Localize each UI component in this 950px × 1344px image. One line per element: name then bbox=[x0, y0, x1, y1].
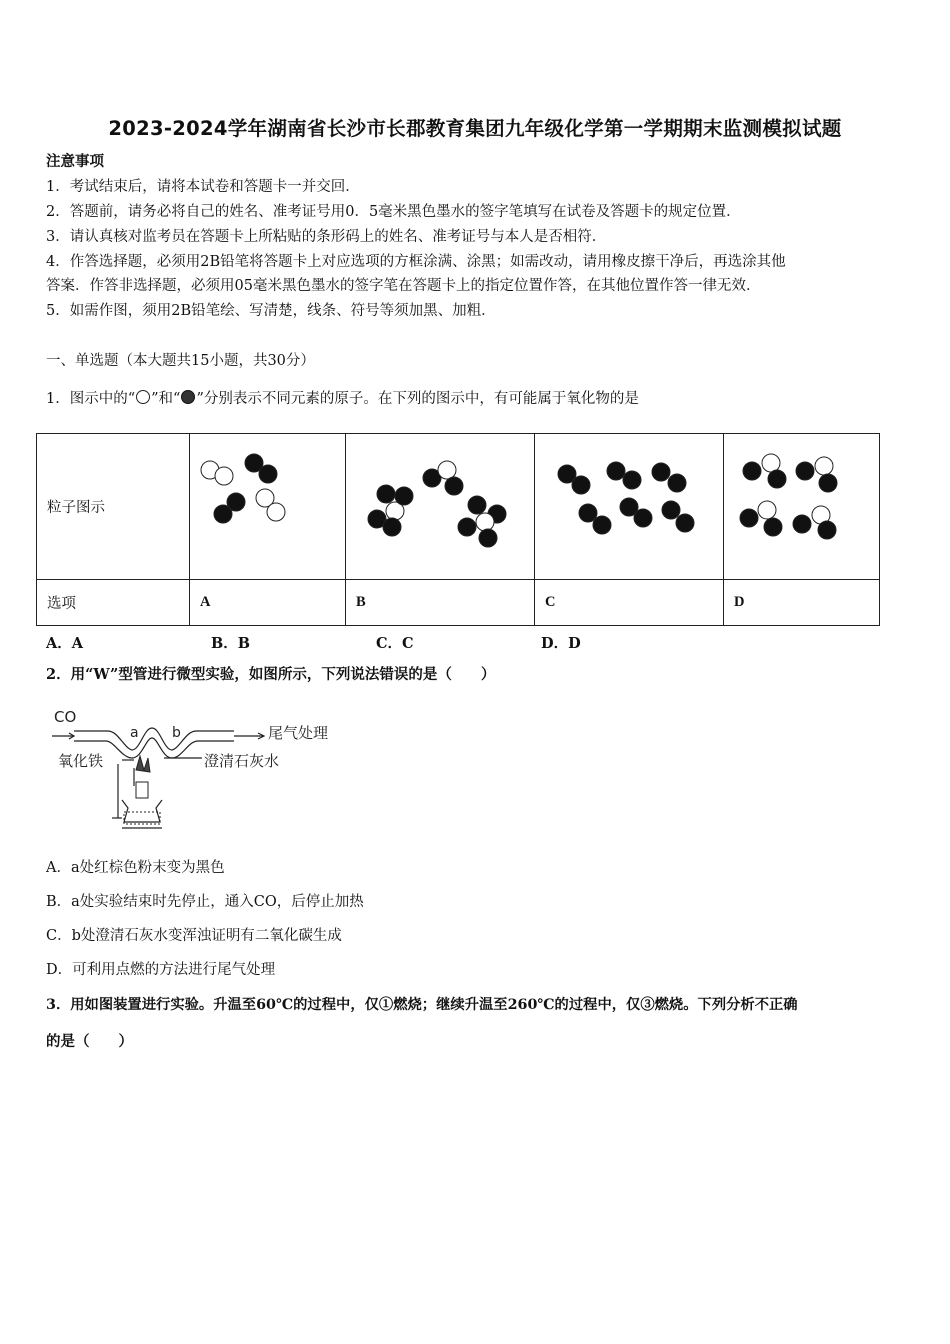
question-3-stem-line1: 3．用如图装置进行实验。升温至60℃的过程中，仅①燃烧；继续升温至260℃的过程中，仅③燃烧。下列分析不正确 bbox=[46, 997, 798, 1013]
notice-item: 1．考试结束后，请将本试卷和答题卡一并交回． bbox=[46, 179, 360, 195]
row-label-particles: 粒子图示 bbox=[37, 434, 190, 580]
molecule-diagram-c bbox=[535, 434, 723, 579]
particle-table bbox=[36, 433, 880, 626]
question-1-stem bbox=[46, 389, 639, 409]
label-tail-gas: 尾气处理 bbox=[268, 724, 329, 742]
notice-item: 2．答题前，请务必将自己的姓名、准考证号用0．5毫米黑色墨水的签字笔填写在试卷及答题卡的规定位置． bbox=[46, 204, 741, 220]
particle-diagram-c bbox=[535, 434, 724, 580]
answer-option-c[interactable]: C．C bbox=[376, 635, 414, 652]
option-cell-a: A bbox=[190, 580, 346, 626]
white-atom-icon bbox=[135, 390, 151, 406]
label-limewater: 澄清石灰水 bbox=[204, 752, 280, 770]
notice-item: 3．请认真核对监考员在答题卡上所粘贴的条形码上的姓名、准考证号与本人是否相符． bbox=[46, 229, 607, 245]
molecule-diagram-a bbox=[190, 434, 345, 579]
q1-mid: ”和“ bbox=[151, 391, 181, 407]
q2-choice-d[interactable]: D．可利用点燃的方法进行尾气处理 bbox=[46, 962, 276, 978]
particle-diagram-a bbox=[190, 434, 346, 580]
q2-choice-b[interactable]: B．a处实验结束时先停止，通入CO，后停止加热 bbox=[46, 894, 364, 910]
w-tube-apparatus-diagram bbox=[52, 708, 352, 836]
q2-choice-c[interactable]: C．b处澄清石灰水变浑浊证明有二氧化碳生成 bbox=[46, 928, 342, 944]
section-heading: 一、单选题（本大题共15小题，共30分） bbox=[46, 353, 315, 369]
q2-choice-a[interactable]: A．a处红棕色粉末变为黑色 bbox=[46, 860, 225, 876]
notice-item: 4．作答选择题，必须用2B铅笔将答题卡上对应选项的方框涂满、涂黑；如需改动，请用橡皮擦干净后，再选涂其他 bbox=[46, 254, 786, 270]
particle-diagram-b bbox=[346, 434, 535, 580]
option-cell-c: C bbox=[535, 580, 724, 626]
q1-suffix: ”分别表示不同元素的原子。在下列的图示中，有可能属于氧化物的是 bbox=[196, 391, 639, 407]
molecule-diagram-b bbox=[346, 434, 534, 579]
option-cell-b: B bbox=[346, 580, 535, 626]
notice-item: 答案．作答非选择题，必须用05毫米黑色墨水的签字笔在答题卡上的指定位置作答，在其他位置作答一律无效． bbox=[46, 278, 761, 294]
answer-option-a[interactable]: A．A bbox=[46, 635, 84, 652]
label-co: CO bbox=[54, 708, 77, 726]
label-iron-oxide: 氧化铁 bbox=[58, 752, 104, 770]
q1-prefix: 1．图示中的“ bbox=[46, 391, 136, 407]
question-2-stem: 2．用“W”型管进行微型实验，如图所示，下列说法错误的是（ ） bbox=[46, 666, 496, 683]
option-cell-d: D bbox=[724, 580, 880, 626]
black-atom-icon bbox=[180, 390, 196, 406]
notice-heading: 注意事项 bbox=[46, 153, 104, 170]
label-a: a bbox=[130, 725, 139, 741]
molecule-diagram-d bbox=[724, 434, 879, 579]
page-title: 2023-2024学年湖南省长沙市长郡教育集团九年级化学第一学期期末监测模拟试题 bbox=[108, 117, 842, 140]
label-b: b bbox=[172, 725, 181, 741]
notice-item: 5．如需作图，须用2B铅笔绘、写清楚，线条、符号等须加黑、加粗． bbox=[46, 303, 496, 319]
answer-option-d[interactable]: D．D bbox=[541, 635, 581, 652]
row-label-options: 选项 bbox=[37, 580, 190, 626]
particle-diagram-d bbox=[724, 434, 880, 580]
question-3-stem-line2: 的是（ ） bbox=[46, 1033, 133, 1050]
answer-option-b[interactable]: B．B bbox=[211, 635, 251, 652]
